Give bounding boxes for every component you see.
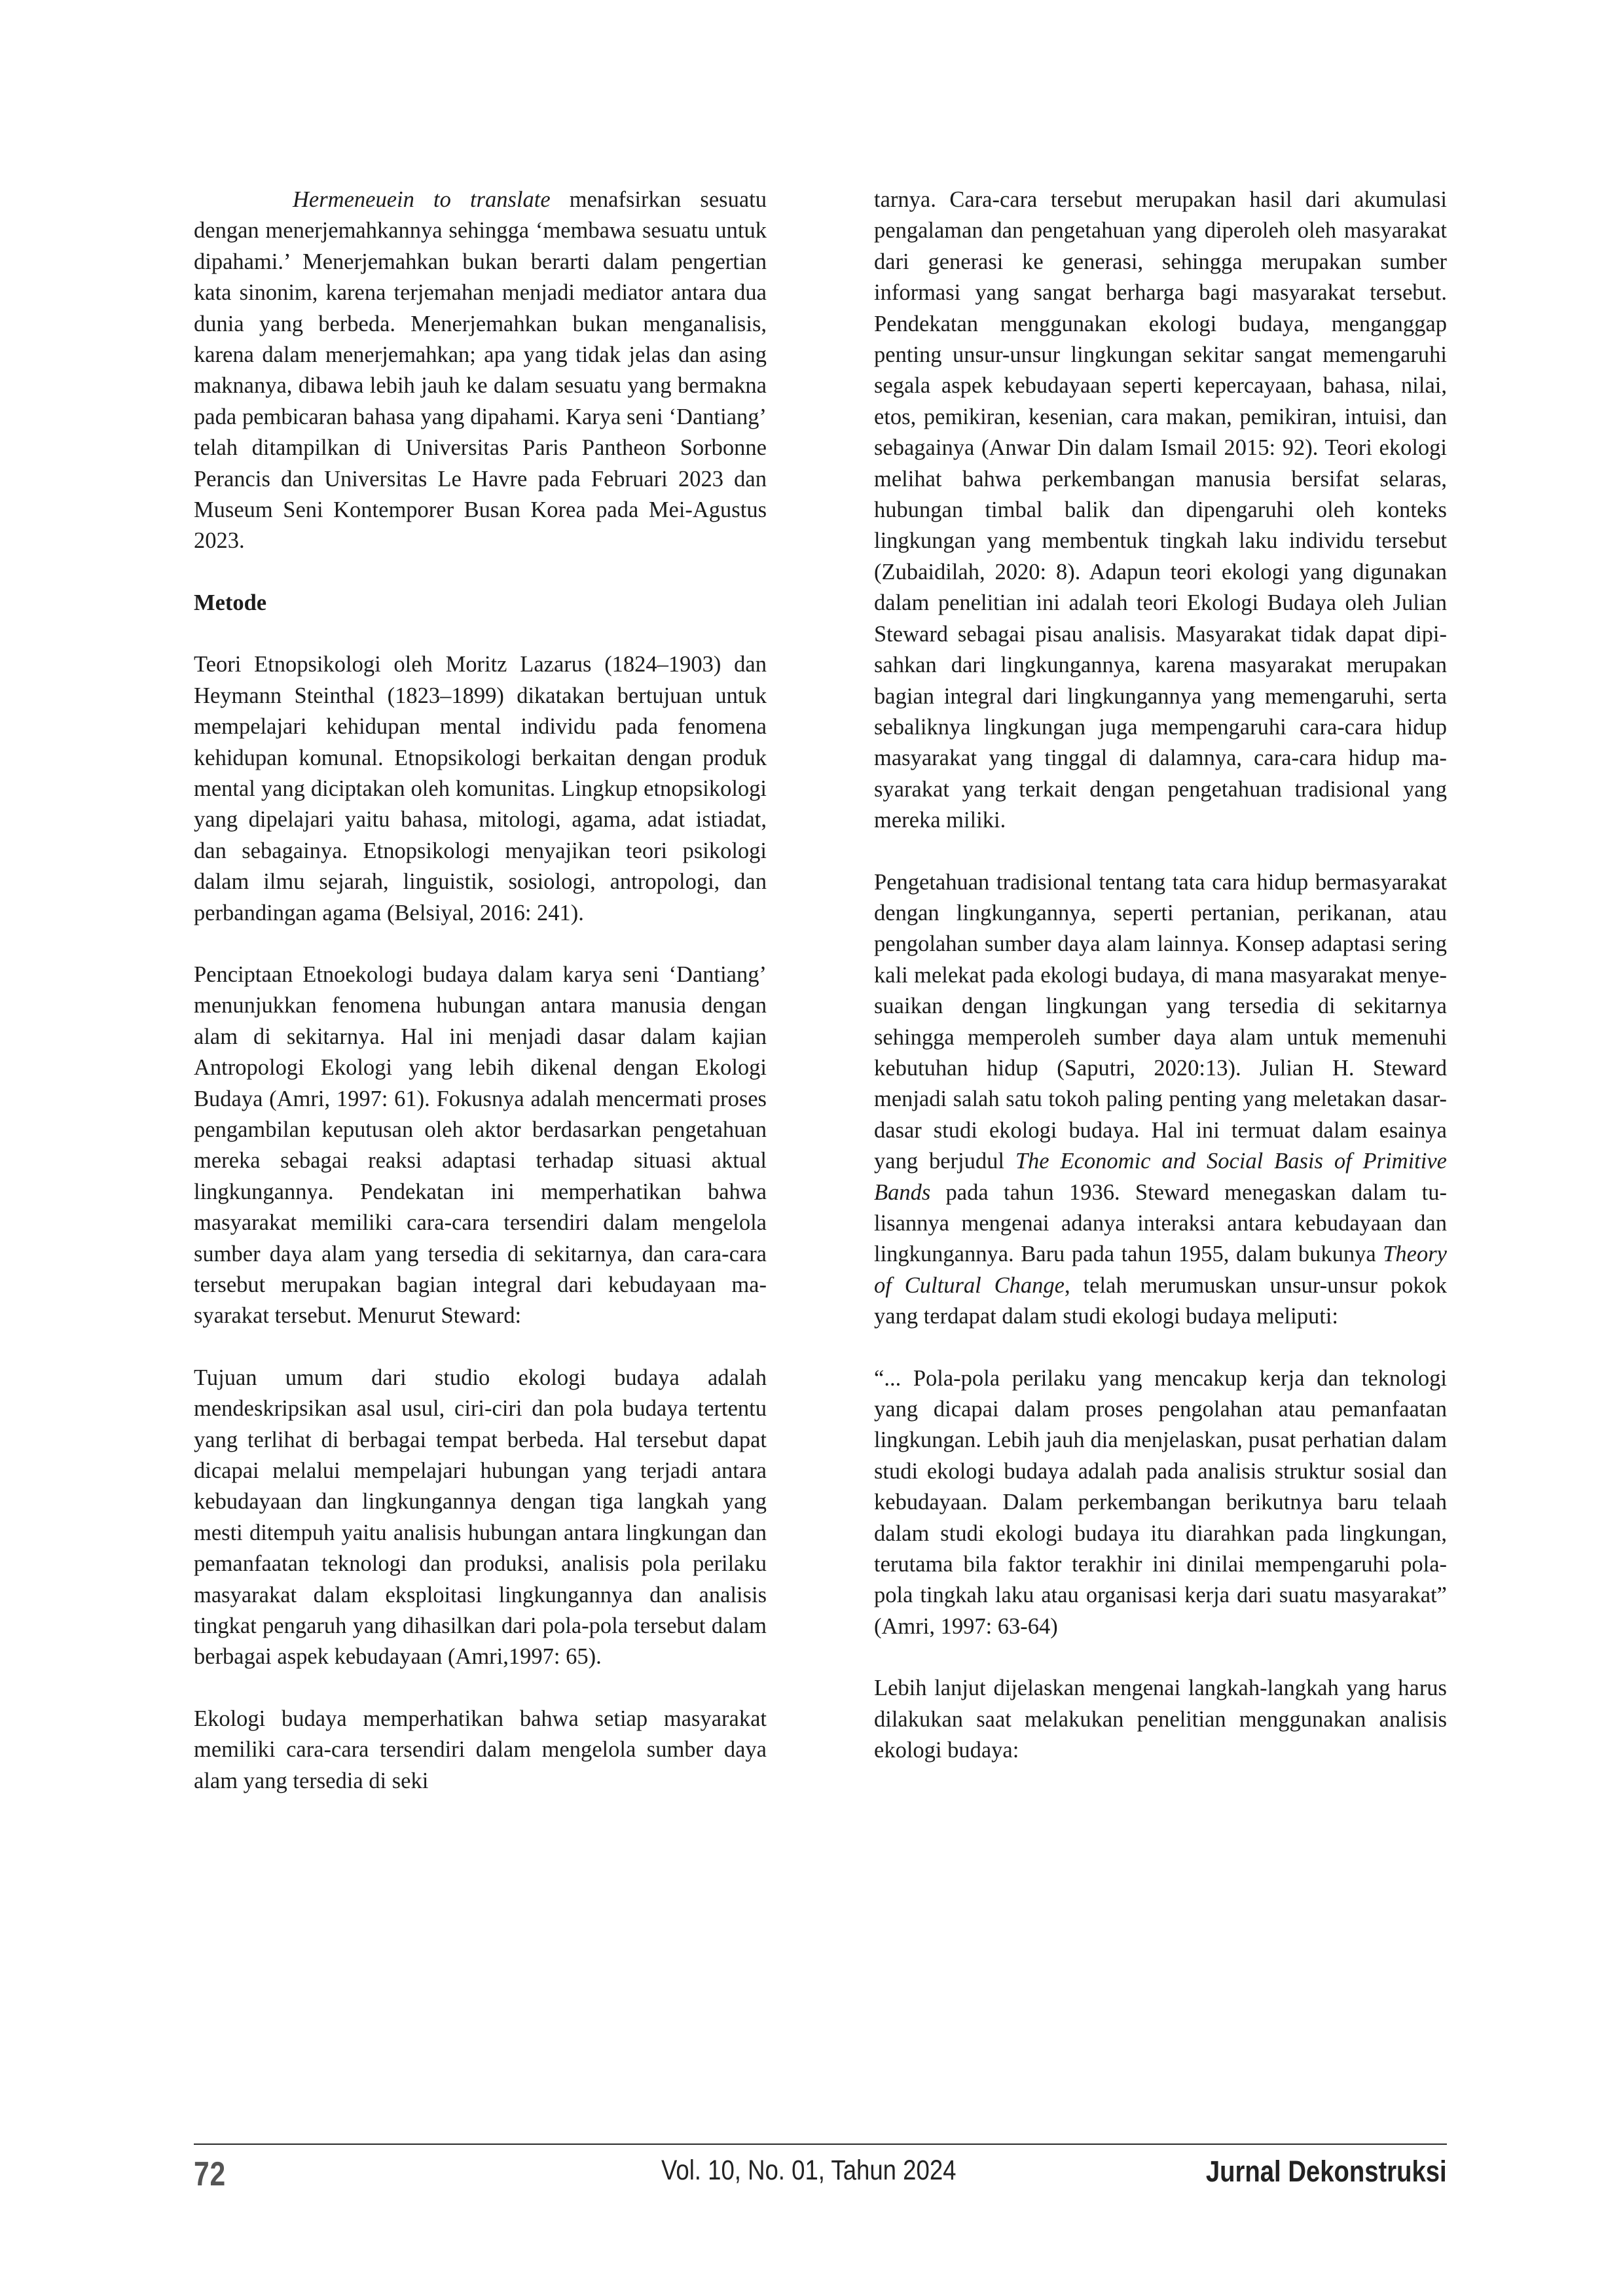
footer-volume: Vol. 10, No. 01, Tahun 2024 [661,2155,957,2186]
italic-term: Hermeneuein to translate [293,187,551,212]
italic-title: The Economic and Social Basis of Primitive Bands [874,1149,1447,1205]
italic-title: Theory of Cultural Change [874,1242,1447,1298]
spacer [194,1332,767,1363]
paragraph-ekologi-budaya: Ekologi budaya memperhatikan bahwa setiap masyarakat memiliki cara-cara tersendiri dalam mengelola sumber daya alam yang tersedia di seki [194,1706,767,1793]
left-column [194,185,767,1827]
footer-journal-name: Jurnal Dekonstruksi [1206,2155,1447,2188]
paragraph-hermeneuein [194,185,767,557]
paragraph-continuation: tarnya. Cara-cara tersebut merupakan hasil dari akumulasi pengalaman dan pengetahuan yang diperoleh oleh masyarakat dari generasi ke generasi, sehingga merupakan sumber informasi yang sangat berharga bagi masyarakat tersebut. Pendekatan menggunakan ekologi budaya, menganggap penting unsur-unsur lingkungan sekitar sangat memengaruhi segala aspek kebudayaan seperti kepercayaan, bahasa, nilai, etos, pemikiran, kesenian, cara makan, pemikiran, intuisi, dan sebagainya (Anwar Din dalam Ismail 2015: 92). Teori ekologi melihat bahwa perkembangan manusia bersifat selaras, hubungan timbal balik dan dipengaruhi oleh konteks lingkungan yang membentuk tingkah laku individu tersebut (Zubaidilah, 2020: 8). Adapun teori ekologi yang digunakan dalam penelitian ini adalah teori Ekologi Budaya oleh Julian Steward sebagai pisau analisis. Masyarakat tidak dapat dipisahkan dari lingkungannya, karena masyarakat merupakan bagian integral dari lingkungannya yang memengaruhi, serta sebaliknya lingkungan juga mempengaruhi cara-cara hidup masyarakat yang tinggal di dalamnya, cara-cara hidup masyarakat yang terkait dengan pengetahuan tradisional yang mereka miliki. [874,187,1447,833]
section-heading-metode: Metode [194,590,267,615]
paragraph-text: Pengetahuan tradisional tentang tata cara hidup bermasyarakat dengan lingkungannya, seperti pertanian, perikanan, atau pengolahan sumber daya alam lainnya. Konsep adaptasi sering kali melekat pada ekologi budaya, di mana masyarakat menyesuaikan dengan lingkungan yang tersedia di sekitarnya sehingga memperoleh sumber daya alam untuk memenuhi kebutuhan hidup (Saputri, 2020:13). Julian H. Steward menjadi salah satu tokoh paling penting yang meletakan dasar-dasar studi ekologi budaya. Hal ini termuat dalam esainya yang berjudul [874,869,1447,1174]
page-number: 72 [194,2155,227,2193]
paragraph-block-quote-steward: Tujuan umum dari studio ekologi budaya adalah mendeskripsikan asal usul, ciri-ciri dan pola budaya tertentu yang terlihat di berbagai tempat berbeda. Hal tersebut dapat dicapai melalui mempelajari hubungan yang terjadi antara kebudayaan dan lingkungannya dengan tiga langkah yang mesti ditempuh yaitu analisis hubungan antara lingkungan dan pemanfaatan teknologi dan produksi, analisis pola perilaku masyarakat dalam eksploitasi lingkungannya dan analisis tingkat pengaruh yang dihasilkan dari pola-pola tersebut dalam berbagai aspek kebudayaan (Amri,1997: 65). [194,1365,767,1670]
paragraph-langkah-langkah: Lebih lanjut dijelaskan mengenai langkah-langkah yang harus dilakukan saat melakukan penelitian menggunakan analisis ekologi budaya: [874,1676,1447,1763]
right-column [874,185,1447,1797]
paragraph-text: , telah merumuskan unsur-unsur pokok yang terdapat dalam studi ekologi budaya meliputi: [874,1272,1447,1329]
paragraph-etnopsikologi: Teori Etnopsikologi oleh Moritz Lazarus (1824–1903) dan Heymann Steinthal (1823–1899) dikatakan bertujuan untuk mempelajari kehidupan mental individu pada fenomena kehidupan komunal. Etnopsikologi berkaitan dengan produk mental yang diciptakan oleh komunitas. Lingkup etnopsikologi yang dipelajari yaitu bahasa, mitologi, agama, adat istiadat, dan sebagainya. Etnopsikologi menyajikan teori psikologi dalam ilmu sejarah, linguistik, sosiologi, antropologi, dan perbandingan agama (Belsiyal, 2016: 241). [194,652,767,925]
footer-divider [194,2144,1447,2145]
block-quote-amri: “... Pola-pola perilaku yang mencakup kerja dan teknologi yang dicapai dalam proses pengolahan atau pemanfaatan lingkungan. Lebih jauh dia menjelaskan, pusat perhatian dalam studi ekologi budaya adalah pada analisis struktur sosial dan kebudayaan. Dalam perkembangan berikutnya baru telaah dalam studi ekologi budaya itu diarahkan pada lingkungan, terutama bila faktor terakhir ini dinilai mempengaruhi pola-pola tingkah laku atau organisasi kerja dari suatu masyarakat” (Amri, 1997: 63-64) [874,1365,1447,1639]
paragraph-text: menafsirkan sesuatu dengan menerjemahkannya sehingga ‘membawa sesuatu untuk dipahami.’ Menerjemahkan bukan berarti dalam pengertian kata sinonim, karena terjemahan menjadi mediator antara dua dunia yang berbeda. Menerjemahkan bukan menganalisis, karena dalam menerjemahkan; apa yang tidak jelas dan asing maknanya, dibawa lebih jauh ke dalam sesuatu yang bermakna pada pembicaran bahasa yang dipahami. Karya seni ‘Dantiang’ telah ditampilkan di Universitas Paris Pantheon Sorbonne Perancis dan Universitas Le Havre pada Februari 2023 dan Museum Seni Kontemporer Busan Korea pada Mei-Agustus 2023. [194,187,767,554]
paragraph-pengetahuan-tradisional [874,867,1447,1333]
paragraph-etnoekologi: Penciptaan Etnoekologi budaya dalam karya seni ‘Dantiang’ menunjukkan fenomena hubungan antara manusia dengan alam di sekitarnya. Hal ini menjadi dasar dalam kajian Antropologi Ekologi yang lebih dikenal dengan Ekologi Budaya (Amri, 1997: 61). Fokusnya adalah mencermati proses pengambilan keputusan oleh aktor berdasarkan pengetahuan mereka sebagai reaksi adaptasi terhadap situasi aktual lingkungannya. Pendekatan ini memperhatikan bahwa masyarakat memiliki cara-cara tersendiri dalam mengelola sumber daya alam yang tersedia di sekitarnya, dan cara-cara tersebut merupakan bagian integral dari kebudayaan masyarakat tersebut. Menurut Steward: [194,961,767,1329]
paragraph-text: pada tahun 1936. Steward menegaskan dalam tulisannya mengenai adanya interaksi antara kebudayaan dan lingkungannya. Baru pada tahun 1955, dalam bukunya [874,1179,1447,1267]
